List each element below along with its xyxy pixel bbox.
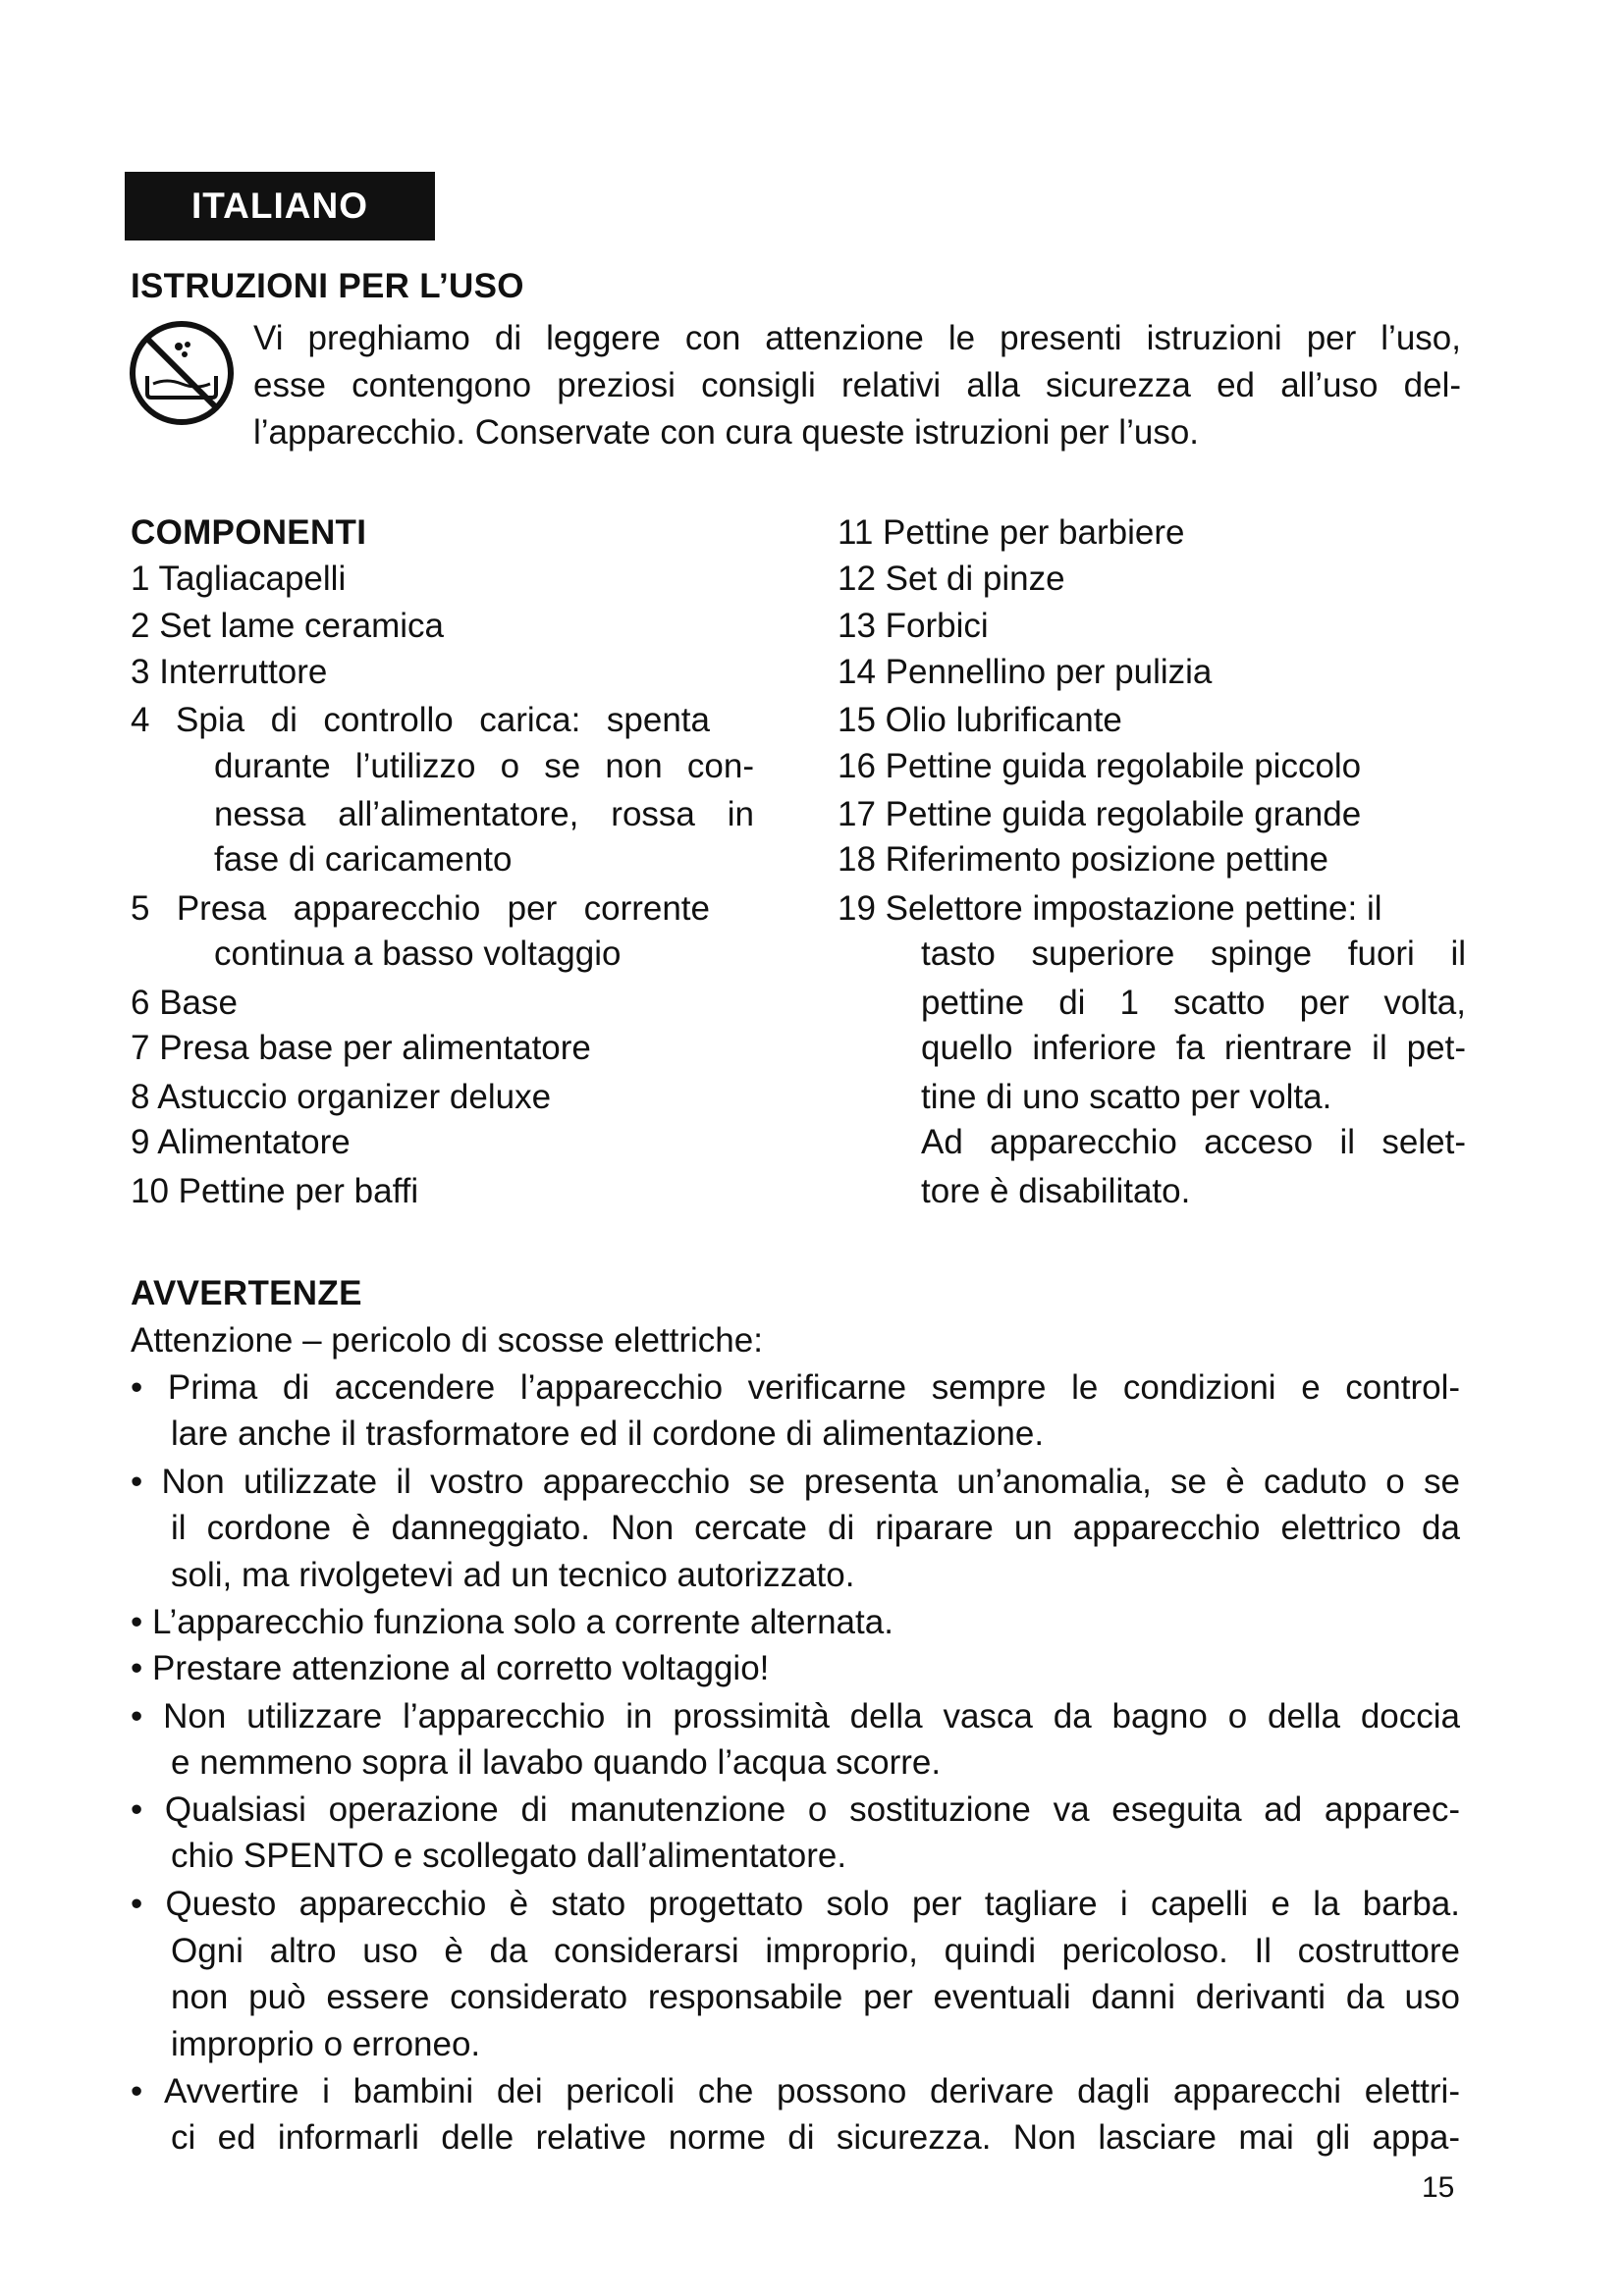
component-item: 17 Pettine guida regolabile grande [838, 795, 1362, 833]
warning-bullet: • L’apparecchio funziona solo a corrente alternata. [131, 1603, 893, 1641]
component-item-continuation: tasto superiore spinge fuori il [921, 934, 1466, 973]
warning-continuation: e nemmeno sopra il lavabo quando l’acqua scorre. [171, 1743, 942, 1782]
component-item-continuation: tine di uno scatto per volta. [921, 1078, 1332, 1116]
instructions-title: ISTRUZIONI PER L’USO [131, 267, 524, 305]
warning-bullet: • Avvertire i bambini dei pericoli che possono derivare dagli apparecchi elettri- [131, 2072, 1460, 2110]
instructions-text-line: l’apparecchio. Conservate con cura queste istruzioni per l’uso. [253, 413, 1200, 452]
warning-continuation: improprio o erroneo. [171, 2025, 481, 2063]
warning-bullet: • Non utilizzare l’apparecchio in prossimità della vasca da bagno o della doccia [131, 1697, 1460, 1735]
component-item: 6 Base [131, 984, 238, 1022]
warning-continuation: Ogni altro uso è da considerarsi improprio, quindi pericoloso. Il costruttore [171, 1932, 1460, 1970]
component-item-continuation: continua a basso voltaggio [214, 934, 622, 973]
component-item: 3 Interruttore [131, 653, 328, 691]
component-item: 7 Presa base per alimentatore [131, 1029, 591, 1067]
component-item: 4 Spia di controllo carica: spenta [131, 701, 710, 739]
component-item: 5 Presa apparecchio per corrente [131, 889, 710, 928]
page-number: 15 [1422, 2171, 1455, 2204]
warning-bullet: • Prima di accendere l’apparecchio verificarne sempre le condizioni e control- [131, 1368, 1460, 1407]
component-item: 1 Tagliacapelli [131, 560, 347, 598]
component-item-continuation: pettine di 1 scatto per volta, [921, 984, 1466, 1022]
component-item-continuation: fase di caricamento [214, 840, 513, 879]
language-badge: ITALIANO [125, 172, 435, 240]
warning-bullet: • Non utilizzate il vostro apparecchio se presenta un’anomalia, se è caduto o se [131, 1463, 1460, 1501]
warning-bullet: • Questo apparecchio è stato progettato solo per tagliare i capelli e la barba. [131, 1885, 1460, 1923]
warning-continuation: il cordone è danneggiato. Non cercate di riparare un apparecchio elettrico da [171, 1509, 1460, 1547]
warning-continuation: non può essere considerato responsabile per eventuali danni derivanti da uso [171, 1978, 1460, 2016]
component-item-continuation: nessa all’alimentatore, rossa in [214, 795, 754, 833]
component-item-continuation: Ad apparecchio acceso il selet- [921, 1123, 1466, 1161]
component-item: 14 Pennellino per pulizia [838, 653, 1213, 691]
component-item: 19 Selettore impostazione pettine: il [838, 889, 1382, 928]
warning-continuation: chio SPENTO e scollegato dall’alimentatore. [171, 1837, 847, 1875]
warnings-title: AVVERTENZE [131, 1274, 362, 1312]
component-item: 12 Set di pinze [838, 560, 1065, 598]
component-item: 15 Olio lubrificante [838, 701, 1122, 739]
component-item-continuation: quello inferiore fa rientrare il pet- [921, 1029, 1466, 1067]
warning-continuation: ci ed informarli delle relative norme di sicurezza. Non lasciare mai gli appa- [171, 2118, 1460, 2157]
component-item: 13 Forbici [838, 607, 989, 645]
instructions-text-line: esse contengono preziosi consigli relativi alla sicurezza ed all’uso del- [253, 366, 1461, 404]
warning-continuation: soli, ma rivolgetevi ad un tecnico autorizzato. [171, 1556, 855, 1594]
instructions-text-line: Vi preghiamo di leggere con attenzione le presenti istruzioni per l’uso, [253, 319, 1461, 357]
warnings-intro: Attenzione – pericolo di scosse elettriche: [131, 1321, 763, 1360]
component-item-continuation: durante l’utilizzo o se non con- [214, 747, 754, 785]
component-item-continuation: tore è disabilitato. [921, 1172, 1191, 1210]
component-item: 10 Pettine per baffi [131, 1172, 419, 1210]
component-item: 16 Pettine guida regolabile piccolo [838, 747, 1362, 785]
component-item: 11 Pettine per barbiere [838, 513, 1185, 552]
warning-bullet: • Qualsiasi operazione di manutenzione o sostituzione va eseguita ad apparec- [131, 1790, 1460, 1829]
component-item: 8 Astuccio organizer deluxe [131, 1078, 552, 1116]
no-water-bath-icon [128, 319, 236, 427]
component-item: 18 Riferimento posizione pettine [838, 840, 1329, 879]
warning-bullet: • Prestare attenzione al corretto voltaggio! [131, 1649, 770, 1687]
components-title: COMPONENTI [131, 513, 367, 552]
warning-continuation: lare anche il trasformatore ed il cordone di alimentazione. [171, 1415, 1045, 1453]
component-item: 2 Set lame ceramica [131, 607, 445, 645]
component-item: 9 Alimentatore [131, 1123, 351, 1161]
